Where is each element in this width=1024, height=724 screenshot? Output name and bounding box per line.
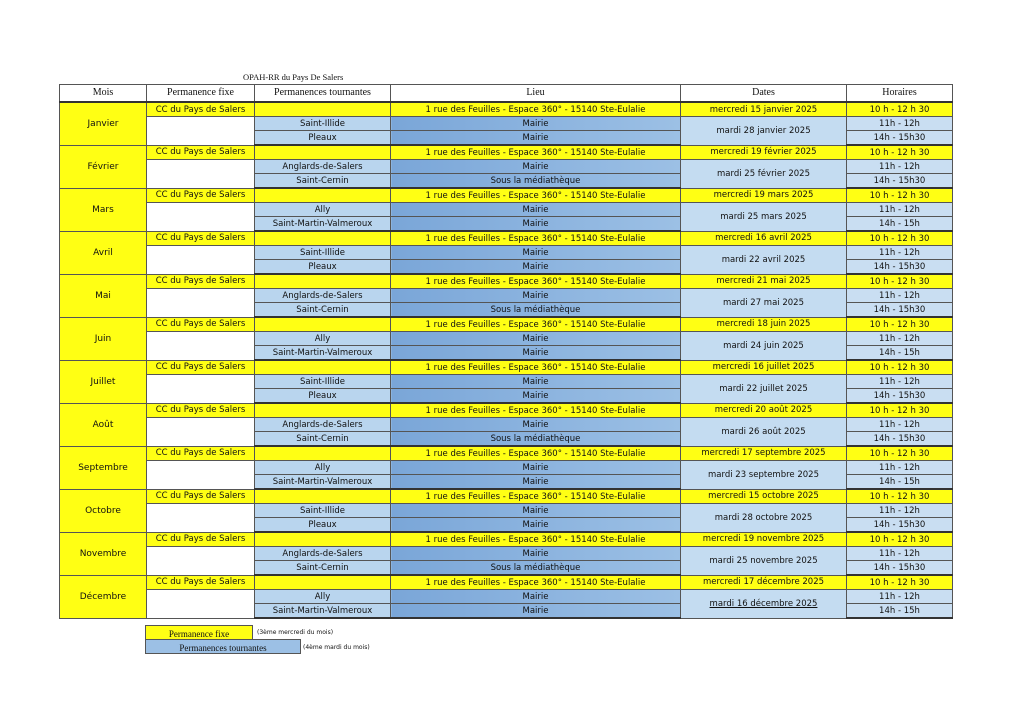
fixed-date: mercredi 18 juin 2025 <box>681 317 847 332</box>
rotating-town: Saint-Martin-Valmeroux <box>255 346 391 361</box>
fixed-empty <box>147 332 255 361</box>
row-fixed <box>60 360 953 375</box>
rotating-town: Saint-Illide <box>255 246 391 260</box>
fixed-hours: 10 h - 12 h 30 <box>847 145 953 160</box>
rotating-town: Pleaux <box>255 389 391 404</box>
rotating-hours: 14h - 15h30 <box>847 389 953 404</box>
month-name: Août <box>60 403 147 446</box>
fixed-rotating-empty <box>255 489 391 504</box>
rotating-hours: 14h - 15h30 <box>847 260 953 275</box>
rotating-lieu: Mairie <box>391 246 681 260</box>
rotating-lieu: Sous la médiathèque <box>391 174 681 189</box>
header-mois: Mois <box>60 85 147 103</box>
fixed-empty <box>147 203 255 232</box>
rotating-hours: 14h - 15h <box>847 217 953 232</box>
rotating-lieu: Mairie <box>391 203 681 217</box>
rotating-hours: 11h - 12h <box>847 461 953 475</box>
fixed-lieu: 1 rue des Feuilles - Espace 360° - 15140 Ste-Eulalie <box>391 274 681 289</box>
fixed-lieu: 1 rue des Feuilles - Espace 360° - 15140 Ste-Eulalie <box>391 231 681 246</box>
fixed-rotating-empty <box>255 274 391 289</box>
month-name: Septembre <box>60 446 147 489</box>
rotating-town: Saint-Cernin <box>255 561 391 576</box>
rotating-lieu: Mairie <box>391 504 681 518</box>
rotating-date <box>681 590 847 619</box>
rotating-hours: 11h - 12h <box>847 117 953 131</box>
rotating-hours: 14h - 15h30 <box>847 303 953 318</box>
rotating-hours: 14h - 15h <box>847 604 953 619</box>
fixed-lieu: 1 rue des Feuilles - Espace 360° - 15140 Ste-Eulalie <box>391 446 681 461</box>
rotating-lieu: Mairie <box>391 547 681 561</box>
rotating-hours: 11h - 12h <box>847 418 953 432</box>
rotating-date-text: mardi 26 août 2025 <box>721 426 806 437</box>
fixed-rotating-empty <box>255 188 391 203</box>
rotating-town: Ally <box>255 461 391 475</box>
rotating-date <box>681 504 847 533</box>
rotating-date-text: mardi 25 mars 2025 <box>720 211 807 222</box>
legend-rotating-label: Permanences tournantes <box>179 643 267 653</box>
rotating-date <box>681 289 847 318</box>
fixed-date: mercredi 17 décembre 2025 <box>681 575 847 590</box>
month-name: Mars <box>60 188 147 231</box>
rotating-lieu: Mairie <box>391 375 681 389</box>
fixed-hours: 10 h - 12 h 30 <box>847 403 953 418</box>
rotating-lieu: Mairie <box>391 475 681 490</box>
fixed-hours: 10 h - 12 h 30 <box>847 446 953 461</box>
row-rotating-1 <box>60 332 953 346</box>
fixed-empty <box>147 461 255 490</box>
month-name: Janvier <box>60 102 147 145</box>
fixed-hours: 10 h - 12 h 30 <box>847 489 953 504</box>
fixed-empty <box>147 547 255 576</box>
fixed-empty <box>147 418 255 447</box>
rotating-lieu: Mairie <box>391 346 681 361</box>
rotating-town: Ally <box>255 203 391 217</box>
fixed-permanence: CC du Pays de Salers <box>147 532 255 547</box>
rotating-date <box>681 246 847 275</box>
fixed-permanence: CC du Pays de Salers <box>147 575 255 590</box>
rotating-town: Saint-Martin-Valmeroux <box>255 604 391 619</box>
rotating-hours: 14h - 15h <box>847 346 953 361</box>
fixed-rotating-empty <box>255 231 391 246</box>
fixed-date: mercredi 15 janvier 2025 <box>681 102 847 117</box>
rotating-town: Pleaux <box>255 260 391 275</box>
fixed-lieu: 1 rue des Feuilles - Espace 360° - 15140 Ste-Eulalie <box>391 317 681 332</box>
rotating-date <box>681 375 847 404</box>
fixed-rotating-empty <box>255 360 391 375</box>
row-fixed <box>60 532 953 547</box>
month-name: Juin <box>60 317 147 360</box>
fixed-empty <box>147 160 255 189</box>
rotating-date-text: mardi 23 septembre 2025 <box>708 469 819 480</box>
month-name: Octobre <box>60 489 147 532</box>
row-rotating-1 <box>60 504 953 518</box>
rotating-date <box>681 332 847 361</box>
fixed-empty <box>147 375 255 404</box>
rotating-lieu: Mairie <box>391 289 681 303</box>
schedule-body <box>60 102 953 618</box>
row-fixed <box>60 575 953 590</box>
fixed-date: mercredi 19 novembre 2025 <box>681 532 847 547</box>
row-fixed <box>60 145 953 160</box>
fixed-permanence: CC du Pays de Salers <box>147 231 255 246</box>
rotating-lieu: Mairie <box>391 131 681 146</box>
rotating-date-text: mardi 25 novembre 2025 <box>709 555 818 566</box>
rotating-hours: 11h - 12h <box>847 203 953 217</box>
row-rotating-1 <box>60 375 953 389</box>
rotating-hours: 11h - 12h <box>847 160 953 174</box>
rotating-date-text: mardi 28 janvier 2025 <box>716 125 811 136</box>
fixed-hours: 10 h - 12 h 30 <box>847 231 953 246</box>
fixed-permanence: CC du Pays de Salers <box>147 274 255 289</box>
fixed-date: mercredi 21 mai 2025 <box>681 274 847 289</box>
fixed-rotating-empty <box>255 145 391 160</box>
fixed-hours: 10 h - 12 h 30 <box>847 575 953 590</box>
fixed-permanence: CC du Pays de Salers <box>147 489 255 504</box>
fixed-lieu: 1 rue des Feuilles - Espace 360° - 15140 Ste-Eulalie <box>391 102 681 117</box>
rotating-date-text: mardi 22 juillet 2025 <box>719 383 808 394</box>
fixed-hours: 10 h - 12 h 30 <box>847 102 953 117</box>
rotating-town: Saint-Cernin <box>255 432 391 447</box>
legend-rotating <box>145 639 301 654</box>
row-fixed <box>60 231 953 246</box>
rotating-hours: 11h - 12h <box>847 504 953 518</box>
rotating-date-text: mardi 16 décembre 2025 <box>709 598 818 609</box>
schedule-table <box>59 84 953 619</box>
row-fixed <box>60 489 953 504</box>
fixed-empty <box>147 246 255 275</box>
rotating-hours: 14h - 15h30 <box>847 561 953 576</box>
month-name: Décembre <box>60 575 147 618</box>
rotating-town: Saint-Illide <box>255 117 391 131</box>
rotating-hours: 11h - 12h <box>847 547 953 561</box>
rotating-date <box>681 547 847 576</box>
rotating-date <box>681 461 847 490</box>
rotating-lieu: Sous la médiathèque <box>391 432 681 447</box>
row-rotating-1 <box>60 203 953 217</box>
row-rotating-1 <box>60 461 953 475</box>
rotating-town: Saint-Cernin <box>255 174 391 189</box>
row-fixed <box>60 188 953 203</box>
header-dates: Dates <box>681 85 847 103</box>
fixed-date: mercredi 19 mars 2025 <box>681 188 847 203</box>
month-name: Mai <box>60 274 147 317</box>
month-name: Novembre <box>60 532 147 575</box>
rotating-hours: 14h - 15h30 <box>847 518 953 533</box>
rotating-lieu: Mairie <box>391 260 681 275</box>
rotating-lieu: Mairie <box>391 217 681 232</box>
rotating-lieu: Mairie <box>391 418 681 432</box>
fixed-rotating-empty <box>255 532 391 547</box>
rotating-lieu: Mairie <box>391 389 681 404</box>
rotating-hours: 14h - 15h30 <box>847 174 953 189</box>
rotating-town: Anglards-de-Salers <box>255 289 391 303</box>
fixed-hours: 10 h - 12 h 30 <box>847 360 953 375</box>
row-fixed <box>60 403 953 418</box>
fixed-rotating-empty <box>255 403 391 418</box>
header-lieu: Lieu <box>391 85 681 103</box>
fixed-hours: 10 h - 12 h 30 <box>847 532 953 547</box>
fixed-lieu: 1 rue des Feuilles - Espace 360° - 15140 Ste-Eulalie <box>391 489 681 504</box>
row-rotating-1 <box>60 117 953 131</box>
legend-fixed <box>145 625 253 640</box>
fixed-lieu: 1 rue des Feuilles - Espace 360° - 15140 Ste-Eulalie <box>391 575 681 590</box>
row-fixed <box>60 102 953 117</box>
month-name: Février <box>60 145 147 188</box>
row-rotating-1 <box>60 289 953 303</box>
rotating-hours: 11h - 12h <box>847 246 953 260</box>
fixed-lieu: 1 rue des Feuilles - Espace 360° - 15140 Ste-Eulalie <box>391 532 681 547</box>
rotating-town: Saint-Illide <box>255 375 391 389</box>
rotating-town: Saint-Martin-Valmeroux <box>255 475 391 490</box>
fixed-permanence: CC du Pays de Salers <box>147 446 255 461</box>
legend-fixed-note: (3ème mercredi du mois) <box>257 629 334 636</box>
rotating-hours: 14h - 15h30 <box>847 131 953 146</box>
fixed-lieu: 1 rue des Feuilles - Espace 360° - 15140 Ste-Eulalie <box>391 188 681 203</box>
rotating-date <box>681 160 847 189</box>
fixed-rotating-empty <box>255 102 391 117</box>
fixed-empty <box>147 289 255 318</box>
rotating-town: Saint-Illide <box>255 504 391 518</box>
month-name: Avril <box>60 231 147 274</box>
rotating-lieu: Mairie <box>391 160 681 174</box>
rotating-town: Anglards-de-Salers <box>255 547 391 561</box>
row-rotating-1 <box>60 590 953 604</box>
rotating-town: Ally <box>255 590 391 604</box>
rotating-lieu: Mairie <box>391 461 681 475</box>
rotating-town: Anglards-de-Salers <box>255 160 391 174</box>
rotating-date-text: mardi 25 février 2025 <box>717 168 810 179</box>
rotating-town: Saint-Martin-Valmeroux <box>255 217 391 232</box>
rotating-lieu: Sous la médiathèque <box>391 303 681 318</box>
rotating-lieu: Mairie <box>391 332 681 346</box>
rotating-hours: 14h - 15h <box>847 475 953 490</box>
document-title: OPAH-RR du Pays De Salers <box>243 72 344 82</box>
fixed-permanence: CC du Pays de Salers <box>147 317 255 332</box>
fixed-date: mercredi 16 avril 2025 <box>681 231 847 246</box>
rotating-town: Pleaux <box>255 131 391 146</box>
fixed-empty <box>147 590 255 619</box>
rotating-lieu: Sous la médiathèque <box>391 561 681 576</box>
header-horaires: Horaires <box>847 85 953 103</box>
rotating-date-text: mardi 22 avril 2025 <box>721 254 806 265</box>
month-name: Juillet <box>60 360 147 403</box>
fixed-lieu: 1 rue des Feuilles - Espace 360° - 15140 Ste-Eulalie <box>391 145 681 160</box>
rotating-lieu: Mairie <box>391 604 681 619</box>
rotating-town: Pleaux <box>255 518 391 533</box>
fixed-permanence: CC du Pays de Salers <box>147 360 255 375</box>
fixed-permanence: CC du Pays de Salers <box>147 102 255 117</box>
row-rotating-1 <box>60 246 953 260</box>
rotating-lieu: Mairie <box>391 590 681 604</box>
rotating-hours: 11h - 12h <box>847 375 953 389</box>
fixed-empty <box>147 504 255 533</box>
rotating-date-text: mardi 28 octobre 2025 <box>714 512 813 523</box>
rotating-lieu: Mairie <box>391 117 681 131</box>
fixed-permanence: CC du Pays de Salers <box>147 188 255 203</box>
rotating-date-text: mardi 27 mai 2025 <box>723 297 804 308</box>
fixed-date: mercredi 17 septembre 2025 <box>681 446 847 461</box>
header-row <box>60 85 953 103</box>
header-tournantes: Permanences tournantes <box>255 85 391 103</box>
rotating-town: Ally <box>255 332 391 346</box>
row-fixed <box>60 446 953 461</box>
fixed-rotating-empty <box>255 446 391 461</box>
rotating-lieu: Mairie <box>391 518 681 533</box>
row-rotating-1 <box>60 160 953 174</box>
rotating-town: Saint-Cernin <box>255 303 391 318</box>
rotating-hours: 11h - 12h <box>847 289 953 303</box>
fixed-lieu: 1 rue des Feuilles - Espace 360° - 15140 Ste-Eulalie <box>391 403 681 418</box>
fixed-date: mercredi 19 février 2025 <box>681 145 847 160</box>
fixed-date: mercredi 16 juillet 2025 <box>681 360 847 375</box>
fixed-hours: 10 h - 12 h 30 <box>847 317 953 332</box>
rotating-date <box>681 418 847 447</box>
header-fixe: Permanence fixe <box>147 85 255 103</box>
row-rotating-1 <box>60 418 953 432</box>
row-fixed <box>60 317 953 332</box>
fixed-rotating-empty <box>255 575 391 590</box>
fixed-date: mercredi 15 octobre 2025 <box>681 489 847 504</box>
fixed-rotating-empty <box>255 317 391 332</box>
rotating-hours: 14h - 15h30 <box>847 432 953 447</box>
rotating-hours: 11h - 12h <box>847 590 953 604</box>
rotating-date <box>681 203 847 232</box>
fixed-empty <box>147 117 255 146</box>
rotating-date-text: mardi 24 juin 2025 <box>723 340 804 351</box>
legend-fixed-label: Permanence fixe <box>168 629 230 639</box>
fixed-date: mercredi 20 août 2025 <box>681 403 847 418</box>
rotating-date <box>681 117 847 146</box>
fixed-hours: 10 h - 12 h 30 <box>847 188 953 203</box>
fixed-permanence: CC du Pays de Salers <box>147 403 255 418</box>
rotating-hours: 11h - 12h <box>847 332 953 346</box>
row-rotating-1 <box>60 547 953 561</box>
rotating-town: Anglards-de-Salers <box>255 418 391 432</box>
fixed-hours: 10 h - 12 h 30 <box>847 274 953 289</box>
fixed-permanence: CC du Pays de Salers <box>147 145 255 160</box>
legend-rotating-note: (4ème mardi du mois) <box>303 644 370 651</box>
row-fixed <box>60 274 953 289</box>
fixed-lieu: 1 rue des Feuilles - Espace 360° - 15140 Ste-Eulalie <box>391 360 681 375</box>
